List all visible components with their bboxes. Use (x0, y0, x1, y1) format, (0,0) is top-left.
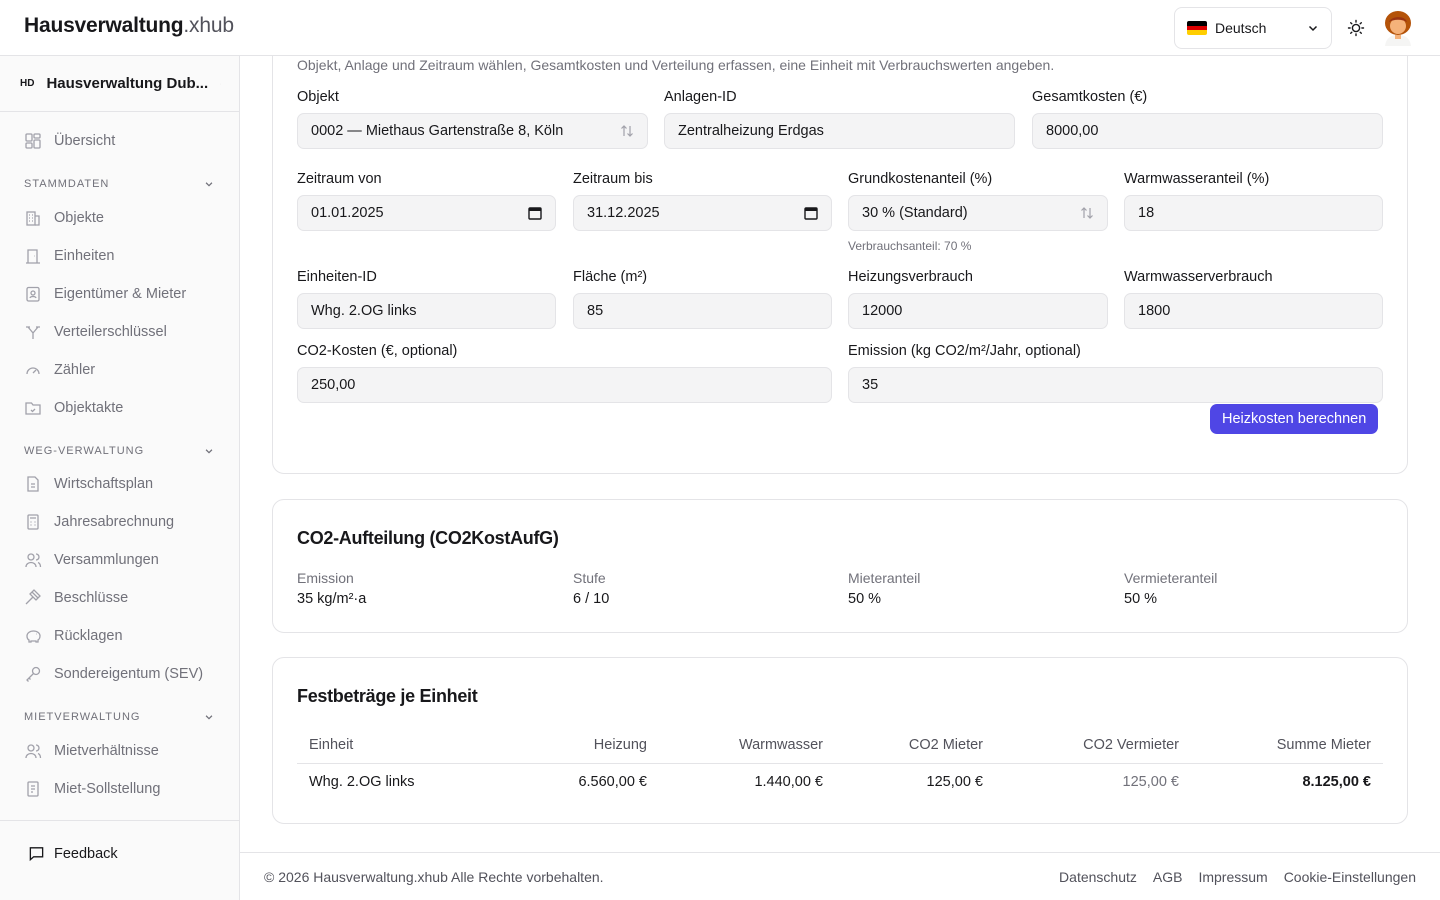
footer-link-agb[interactable]: AGB (1152, 868, 1183, 885)
select-value: 0002 — Miethaus Gartenstraße 8, Köln (311, 123, 564, 139)
column-header: CO2 Mieter (835, 728, 995, 763)
section-label: STAMMDATEN (24, 178, 110, 190)
sidebar-item-label: Miet-Sollstellung (54, 781, 161, 797)
festbetraege-card (272, 657, 1408, 824)
workspace-switcher[interactable] (0, 56, 239, 112)
warmwasserverbrauch-field (1124, 269, 1383, 329)
input-value: Whg. 2.OG links (311, 303, 417, 319)
sidebar-item-label: Eigentümer & Mieter (54, 286, 187, 302)
dashboard-icon (24, 132, 42, 150)
split-icon (24, 323, 42, 341)
stat-value: 50 % (1124, 591, 1158, 607)
heizungsverbrauch-field (848, 269, 1108, 329)
column-header: Heizung (497, 728, 659, 763)
sidebar-item-einheiten[interactable] (24, 247, 114, 265)
footer-link-datenschutz[interactable]: Datenschutz (1059, 868, 1137, 885)
heizkosten-berechnen-button[interactable]: Heizkosten berechnen (1210, 404, 1378, 434)
sidebar-item-label: Beschlüsse (54, 590, 129, 606)
card-title: Festbeträge je Einheit (297, 686, 478, 706)
einheiten-id-input[interactable] (297, 293, 556, 329)
column-header: Warmwasser (659, 728, 835, 763)
warmwasseranteil-field (1124, 171, 1383, 231)
logo-suffix-text: .xhub (183, 14, 234, 37)
workspace-abbr: HD (20, 78, 35, 89)
emission-input[interactable] (848, 367, 1383, 403)
user-avatar[interactable] (1382, 10, 1414, 46)
stat-label: Stufe (573, 570, 606, 586)
field-label: Anlagen-ID (664, 89, 737, 105)
chevron-down-icon (204, 712, 214, 722)
section-weg-verwaltung[interactable] (24, 445, 214, 457)
zeitraum-bis-field (573, 171, 832, 231)
stat-stufe (573, 570, 609, 607)
sidebar-item-uebersicht[interactable] (24, 132, 115, 150)
input-value: 31.12.2025 (587, 205, 660, 221)
heizungsverbrauch-input[interactable] (848, 293, 1108, 329)
sidebar-item-wirtschaftsplan[interactable] (24, 475, 153, 493)
stat-label: Vermieteranteil (1124, 570, 1218, 586)
german-flag-icon (1187, 21, 1207, 35)
chevron-down-icon (1307, 22, 1319, 34)
flaeche-field (573, 269, 832, 329)
sidebar-item-label: Rücklagen (54, 628, 123, 644)
gesamtkosten-field (1032, 89, 1383, 149)
sidebar-item-zaehler[interactable] (24, 361, 95, 379)
stat-label: Emission (297, 570, 354, 586)
co2-aufteilung-card (272, 499, 1408, 633)
document-icon (24, 475, 42, 493)
sidebar-item-label: Mietverhältnisse (54, 743, 159, 759)
sidebar-item-eigentuemer-mieter[interactable] (24, 285, 186, 303)
cell-warmwasser: 1.440,00 € (754, 774, 823, 791)
input-value: Zentralheizung Erdgas (678, 123, 824, 139)
footer-link-impressum[interactable]: Impressum (1198, 868, 1268, 885)
sort-icon (1080, 206, 1094, 220)
piggy-bank-icon (24, 627, 42, 645)
cell-co2-vermieter: 125,00 € (1122, 774, 1179, 791)
gauge-icon (24, 361, 42, 379)
logo-main-text: Hausverwaltung (24, 14, 184, 37)
sidebar-item-label: Jahresabrechnung (54, 514, 175, 530)
feedback-button[interactable] (28, 845, 118, 862)
feedback-label: Feedback (54, 845, 118, 862)
grundkostenanteil-select[interactable] (848, 195, 1108, 231)
stat-mieteranteil (848, 570, 920, 607)
section-mietverwaltung[interactable] (24, 711, 214, 723)
chevron-down-icon (204, 179, 214, 189)
stat-value: 50 % (848, 591, 882, 607)
cell-einheit: Whg. 2.OG links (309, 774, 415, 791)
sun-icon[interactable] (1346, 18, 1366, 38)
table-header-row (297, 728, 1383, 763)
input-value: 12000 (862, 303, 903, 319)
objekt-field (297, 89, 648, 149)
form-description: Objekt, Anlage und Zeitraum wählen, Gesamtkosten und Verteilung erfassen, eine Einheit mit Verbrauchswerten angeben. (297, 57, 1055, 73)
receipt-icon (24, 780, 42, 798)
footer-links (1059, 869, 1416, 885)
users-icon (24, 742, 42, 760)
input-value: 18 (1138, 205, 1155, 221)
warmwasserverbrauch-input[interactable] (1124, 293, 1383, 329)
sidebar-item-objektakte[interactable] (24, 399, 123, 417)
festbetraege-table (297, 728, 1383, 801)
field-label: CO2-Kosten (€, optional) (297, 343, 458, 359)
calculator-icon (24, 513, 42, 531)
field-label: Einheiten-ID (297, 269, 377, 285)
copyright-text: © 2026 Hausverwaltung.xhub Alle Rechte vorbehalten. (264, 868, 604, 885)
field-label: Fläche (m²) (573, 269, 648, 285)
calendar-icon[interactable] (804, 206, 818, 220)
main-content (240, 56, 1440, 900)
language-label: Deutsch (1215, 20, 1267, 36)
sort-icon (620, 124, 634, 138)
language-select[interactable] (1174, 7, 1332, 49)
top-bar (0, 0, 1440, 56)
sidebar-item-label: Verteilerschlüssel (54, 324, 167, 340)
folder-icon (24, 399, 42, 417)
column-header: CO2 Vermieter (995, 728, 1191, 763)
table-row (297, 763, 1383, 801)
sidebar-item-jahresabrechnung[interactable] (24, 513, 174, 531)
building-icon (24, 209, 42, 227)
field-label: Zeitraum von (297, 171, 382, 187)
sidebar-item-verteilerschluessel[interactable] (24, 323, 167, 341)
card-title: CO2-Aufteilung (CO2KostAufG) (297, 528, 559, 548)
cell-co2-mieter: 125,00 € (926, 774, 983, 791)
sidebar-item-objekte[interactable] (24, 209, 104, 227)
field-label: Warmwasserverbrauch (1124, 269, 1273, 285)
workspace-name: Hausverwaltung Dub... (46, 75, 209, 92)
emission-field (848, 343, 1383, 403)
app-logo[interactable] (24, 14, 234, 38)
sidebar-item-label: Einheiten (54, 248, 115, 264)
field-label: Grundkostenanteil (%) (848, 171, 993, 187)
select-value: 30 % (Standard) (862, 205, 968, 221)
stat-label: Mieteranteil (848, 570, 921, 586)
field-label: Gesamtkosten (€) (1032, 89, 1148, 105)
sidebar-item-label: Übersicht (54, 133, 116, 149)
stat-value: 6 / 10 (573, 591, 610, 607)
anlage-field (664, 89, 1015, 149)
cell-heizung: 6.560,00 € (578, 774, 647, 791)
sidebar-item-beschluesse[interactable] (24, 589, 128, 607)
einheiten-id-field (297, 269, 556, 329)
sidebar-item-label: Wirtschaftsplan (54, 476, 154, 492)
input-value: 85 (587, 303, 604, 319)
section-stammdaten[interactable] (24, 178, 214, 190)
sidebar (0, 56, 240, 900)
warmwasseranteil-input[interactable] (1124, 195, 1383, 231)
input-value: 01.01.2025 (311, 205, 384, 221)
sidebar-item-miet-sollstellung[interactable] (24, 780, 160, 798)
calendar-icon[interactable] (528, 206, 542, 220)
input-value: 35 (862, 377, 879, 393)
flaeche-input[interactable] (573, 293, 832, 329)
sidebar-item-label: Zähler (54, 362, 96, 378)
stat-vermieteranteil (1124, 570, 1217, 607)
stat-emission (297, 570, 366, 607)
page-footer (240, 852, 1440, 900)
input-value: 1800 (1138, 303, 1171, 319)
sidebar-item-label: Objektakte (54, 400, 124, 416)
field-label: Objekt (297, 89, 339, 105)
heizkosten-form-card (272, 56, 1408, 474)
chevron-down-icon (204, 446, 214, 456)
door-icon (24, 247, 42, 265)
message-icon (28, 845, 45, 862)
column-header: Einheit (297, 728, 497, 763)
sidebar-item-versammlungen[interactable] (24, 551, 159, 569)
chevron-down-icon (220, 78, 221, 90)
gesamtkosten-input[interactable] (1032, 113, 1383, 149)
grundkostenanteil-field (848, 171, 1108, 253)
gavel-icon (24, 589, 42, 607)
field-label: Zeitraum bis (573, 171, 653, 187)
field-label: Emission (kg CO2/m²/Jahr, optional) (848, 343, 1081, 359)
zeitraum-von-input[interactable] (297, 195, 556, 231)
co2-kosten-input[interactable] (297, 367, 832, 403)
key-icon (24, 665, 42, 683)
sidebar-item-ruecklagen[interactable] (24, 627, 123, 645)
objekt-select[interactable] (297, 113, 648, 149)
verbrauchsanteil-hint: Verbrauchsanteil: 70 % (848, 239, 972, 253)
sidebar-item-label: Sondereigentum (SEV) (54, 666, 204, 682)
sidebar-item-label: Objekte (54, 210, 104, 226)
column-header: Summe Mieter (1191, 728, 1383, 763)
field-label: Heizungsverbrauch (848, 269, 973, 285)
input-value: 8000,00 (1046, 123, 1099, 139)
contact-icon (24, 285, 42, 303)
section-label: MIETVERWALTUNG (24, 711, 141, 723)
cell-summe-mieter: 8.125,00 € (1302, 774, 1371, 791)
sidebar-item-mietverhaeltnisse[interactable] (24, 742, 159, 760)
zeitraum-bis-input[interactable] (573, 195, 832, 231)
sidebar-item-sondereigentum[interactable] (24, 665, 203, 683)
field-label: Warmwasseranteil (%) (1124, 171, 1270, 187)
co2-kosten-field (297, 343, 832, 403)
section-label: WEG-VERWALTUNG (24, 445, 145, 457)
footer-link-cookie-einstellungen[interactable]: Cookie-Einstellungen (1283, 868, 1416, 885)
zeitraum-von-field (297, 171, 556, 231)
sidebar-item-label: Versammlungen (54, 552, 159, 568)
anlage-input[interactable] (664, 113, 1015, 149)
users-icon (24, 551, 42, 569)
input-value: 250,00 (311, 377, 356, 393)
sidebar-footer (0, 820, 239, 884)
stat-value: 35 kg/m²·a (297, 591, 367, 607)
